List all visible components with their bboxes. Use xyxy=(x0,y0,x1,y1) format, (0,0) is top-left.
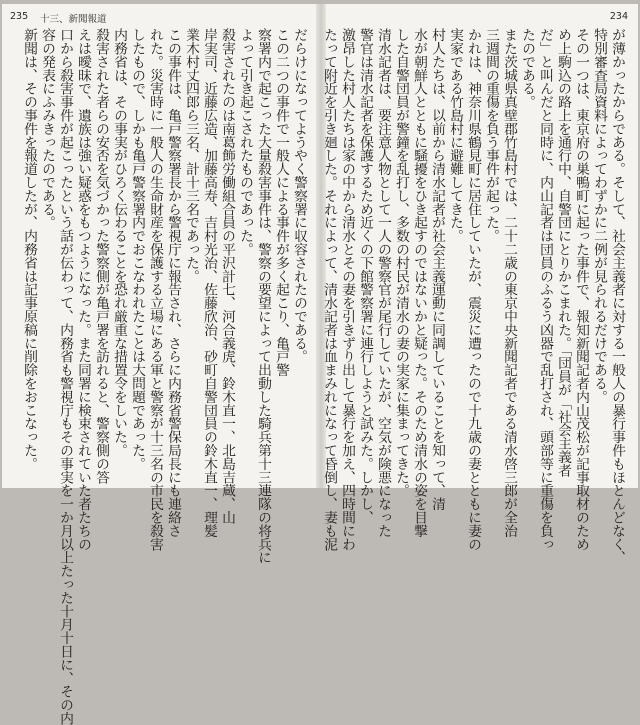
text-line: また茨城県真壁郡竹島村では、二十二歳の東京中央新聞記者である清水啓三郎が全治 xyxy=(501,28,517,538)
text-line: した自警団員が警鐘を乱打し、多数の村民が清水の妻の実家に集まってきた。 xyxy=(393,28,409,497)
text-line: 特別審査局資料によってわずかに二例が見られるだけである。 xyxy=(591,28,607,404)
text-line: かれは、神奈川県鶴見町に居住していたが、震災に遭ったので十九歳の妻とともに妻の xyxy=(465,28,481,551)
text-line: 三週間の重傷を負う事件が起った。 xyxy=(483,28,499,243)
text-line: 清水記者は、要注意人物として一人の警察官が尾行していたが、空気が険悪になった xyxy=(375,28,391,538)
right-page xyxy=(321,4,638,564)
text-line: 内務省は、その事実がひろく伝わることを恐れ厳重な措置令をしいた。 xyxy=(111,28,127,457)
text-line: 殺害された者らの安否を気づかった警察側が亀戸署を訪れると、警察側の答 xyxy=(93,28,109,484)
right-page-text xyxy=(321,28,626,564)
text-line: この事件は、亀戸警察署長から警視庁に報告され、さらに内務省警保局長にも連絡さ xyxy=(165,28,181,538)
text-line: 水が朝鮮人とともに騒擾をひき起すのではないかと疑った。そのため清水の姿を目撃 xyxy=(411,28,427,538)
text-line: 口から殺害事件が起こったという話が伝わって、内務省も警視庁もその事実を一か月以上たった十月十日に、その内 xyxy=(57,28,73,725)
text-line: 察署内で起こった大量殺害事件は、警察の要望によって出動した騎兵第十三連隊の将兵に xyxy=(255,28,271,564)
text-line: 村人たちは、以前から清水記者が社会主義運動に同調していることを知って、清 xyxy=(429,28,445,511)
text-line: たのである。 xyxy=(519,28,535,109)
text-line: その一つは、東京府の巣鴨町に起った事件で、報知新聞記者内山茂松が記事取材のため xyxy=(573,28,589,551)
text-line: 警官は清水記者を保護するため近くの下館警察署に連行しようと試みた。しかし、 xyxy=(357,28,373,524)
page-number: 234 xyxy=(609,11,628,22)
left-page xyxy=(2,4,318,725)
text-line: だらけになってようやく警察署に収容されたのである。 xyxy=(291,28,307,363)
text-line: したもので、しかも亀戸警察署内でおこなわれたことは大問題であった。 xyxy=(129,28,145,471)
text-line: 新聞は、その事件を報道したが、内務省は記事原稿に削除をおこなった。 xyxy=(21,28,37,471)
text-line: 激昂した村人たちは家の中から清水とその妻を引きずり出して暴行を加え、四時間にわ xyxy=(339,28,355,551)
page-number: 235 xyxy=(10,11,29,22)
running-head: 十三、新聞報道 xyxy=(40,14,107,25)
text-line: よって引き起こされたものであった。 xyxy=(237,28,253,256)
text-line: だ」と叫んだと同時に、内山記者は団員のふるう凶器で乱打され、頭部等に重傷を負っ xyxy=(537,28,553,551)
text-line: 容の発表にふみきったのである。 xyxy=(39,28,55,229)
left-page-text xyxy=(12,28,308,725)
text-line: えは曖昧で、遺族は強い疑惑をもつようになった。また同署に検束されていた者たちの xyxy=(75,28,91,551)
text-line: が薄かったからである。そして、社会主義者に対する一般人の暴行事件もほとんどなく、 xyxy=(609,28,625,564)
text-line: この二つの事件で一般人による事件が多く起こり、亀戸警 xyxy=(273,28,289,377)
text-line: 殺害されたのは南葛飾労働組合員の平沢計七、河合義虎、鈴木直一、北島吉蔵、山 xyxy=(219,28,235,524)
book-spread xyxy=(2,4,638,725)
text-line: たって附近を引き廻した。それによって、清水記者は血まみれになって昏倒し、妻も泥 xyxy=(321,28,337,551)
text-line: め上駒込の路上を通行中、自警団にとりかこまれた。「団員が「社会主義者 xyxy=(555,28,571,477)
text-line: 岸実司、近藤広造、加藤高寿、吉村光治、佐藤欣治、砂町自警団員の鈴木直一、理髪 xyxy=(201,28,217,538)
text-line: 実家である竹島村に避難してきた。 xyxy=(447,28,463,243)
text-line: 業木村丈四郎ら三名、計十三名であった。 xyxy=(183,28,199,283)
text-line: れた。災害時に一般人の生命財産を保護する立場にある軍と警察が十三名の市民を殺害 xyxy=(147,28,163,551)
